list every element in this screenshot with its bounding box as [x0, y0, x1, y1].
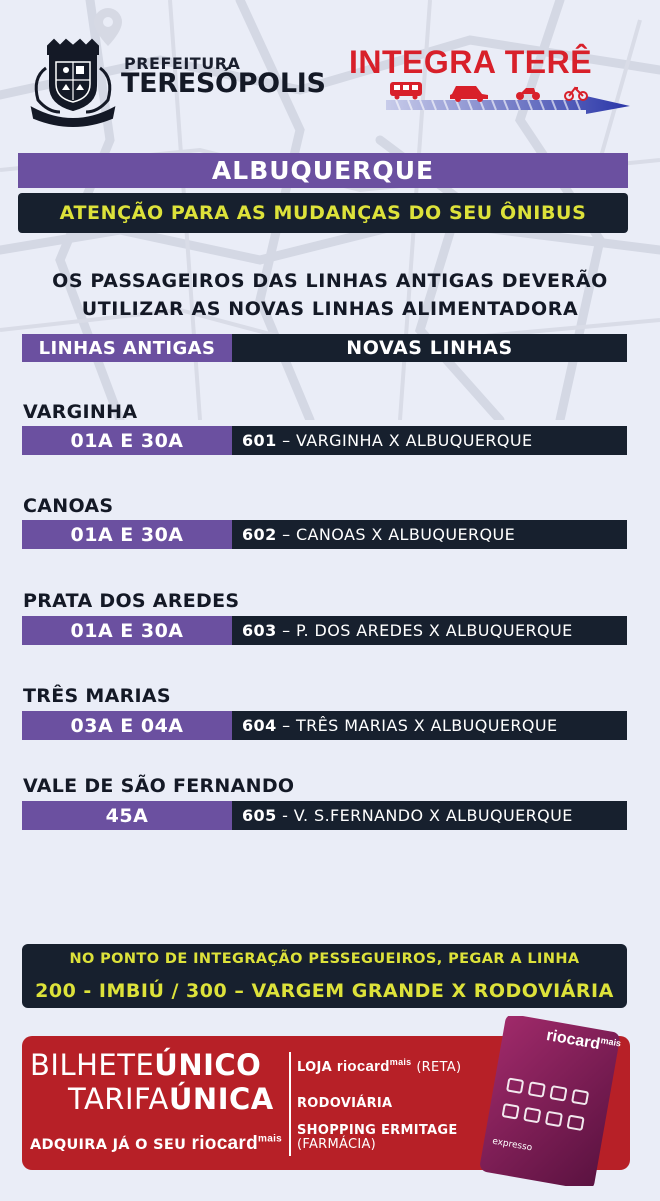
- integration-line-1: NO PONTO DE INTEGRAÇÃO PESSEGUEIROS, PEGAR A LINHA: [69, 951, 580, 967]
- card-label: expresso: [491, 1136, 533, 1154]
- card-brand-word: riocard: [545, 1026, 602, 1054]
- riocard-word: riocard: [191, 1133, 259, 1154]
- old-line-box: 45A: [22, 801, 232, 830]
- new-line-box: [232, 616, 627, 645]
- new-line-box: [232, 711, 627, 740]
- unica-word: ÚNICA: [168, 1082, 274, 1116]
- reta-label: (RETA): [416, 1060, 462, 1075]
- transport-modes-arrow: [386, 80, 630, 114]
- location-farmacia: (FARMÁCIA): [297, 1137, 377, 1152]
- bus-icon: [390, 82, 422, 100]
- old-lines-header: LINHAS ANTIGAS: [22, 334, 232, 362]
- integration-line-2: 200 - IMBIÚ / 300 – VARGEM GRANDE X RODOVIÁRIA: [35, 980, 614, 1002]
- route-name: VALE DE SÃO FERNANDO: [23, 775, 295, 797]
- route-name: PRATA DOS AREDES: [23, 590, 240, 612]
- route-name: VARGINHA: [23, 401, 138, 423]
- location-rodoviaria: RODOVIÁRIA: [297, 1096, 393, 1111]
- new-line-code: 601: [242, 431, 277, 450]
- new-line-separator: –: [276, 431, 296, 450]
- old-line-box: 01A E 30A: [22, 520, 232, 549]
- new-line-box: [232, 801, 627, 830]
- footer-divider: [289, 1052, 291, 1156]
- new-line-destination: P. DOS AREDES X ALBUQUERQUE: [295, 621, 573, 640]
- intro-line-1: OS PASSAGEIROS DAS LINHAS ANTIGAS DEVERÃO: [52, 270, 608, 292]
- new-line-separator: –: [276, 525, 296, 544]
- tarifa-unica-title: [68, 1082, 274, 1116]
- city-name: TERESÓPOLIS: [121, 68, 326, 99]
- tarifa-word: TARIFA: [68, 1082, 169, 1116]
- new-line-box: [232, 520, 627, 549]
- unico-word: ÚNICO: [154, 1048, 262, 1082]
- card-brand-mais: mais: [599, 1035, 622, 1049]
- new-line-separator: -: [276, 806, 294, 825]
- car-icon: [450, 86, 488, 102]
- new-line-code: 604: [242, 716, 277, 735]
- adquira-label: ADQUIRA JÁ O SEU: [30, 1137, 187, 1153]
- riocard-mais: mais: [258, 1133, 283, 1145]
- riocard-mais: mais: [389, 1057, 412, 1067]
- riocard-logo: [192, 1133, 283, 1154]
- new-line-destination: CANOAS X ALBUQUERQUE: [295, 525, 516, 544]
- riocard-word: riocard: [336, 1058, 390, 1075]
- new-line-box: [232, 426, 627, 455]
- motorcycle-icon: [516, 88, 540, 100]
- new-line-code: 602: [242, 525, 277, 544]
- new-line-destination: VARGINHA X ALBUQUERQUE: [295, 431, 533, 450]
- new-line-destination: TRÊS MARIAS X ALBUQUERQUE: [295, 716, 558, 735]
- new-line-code: 605: [242, 806, 277, 825]
- new-lines-header: NOVAS LINHAS: [232, 334, 627, 362]
- teresopolis-coat-of-arms-logo: [26, 38, 120, 128]
- prefeitura-label: PREFEITURA: [124, 54, 241, 73]
- intro-line-2: UTILIZAR AS NOVAS LINHAS ALIMENTADORA: [81, 298, 579, 320]
- new-line-destination: V. S.FERNANDO X ALBUQUERQUE: [293, 806, 573, 825]
- route-name: TRÊS MARIAS: [23, 685, 171, 707]
- bicycle-icon: [565, 88, 587, 100]
- loja-label: LOJA: [297, 1060, 332, 1075]
- adquira-text: [30, 1133, 282, 1155]
- old-line-box: 03A E 04A: [22, 711, 232, 740]
- new-line-code: 603: [242, 621, 277, 640]
- location-loja: [297, 1057, 461, 1075]
- old-line-box: 01A E 30A: [22, 426, 232, 455]
- old-line-box: 01A E 30A: [22, 616, 232, 645]
- riocard-logo-small: [337, 1058, 412, 1075]
- arrow-chevrons: [386, 96, 630, 114]
- campaign-title: INTEGRA TERÊ: [349, 44, 593, 80]
- neighborhood-title: ALBUQUERQUE: [18, 153, 628, 188]
- new-line-separator: –: [276, 716, 296, 735]
- location-shopping: SHOPPING ERMITAGE: [297, 1123, 458, 1138]
- bilhete-word: BILHETE: [30, 1048, 155, 1082]
- route-name: CANOAS: [23, 495, 114, 517]
- new-line-separator: –: [276, 621, 296, 640]
- attention-banner: ATENÇÃO PARA AS MUDANÇAS DO SEU ÔNIBUS: [18, 193, 628, 233]
- bilhete-unico-title: [30, 1048, 261, 1082]
